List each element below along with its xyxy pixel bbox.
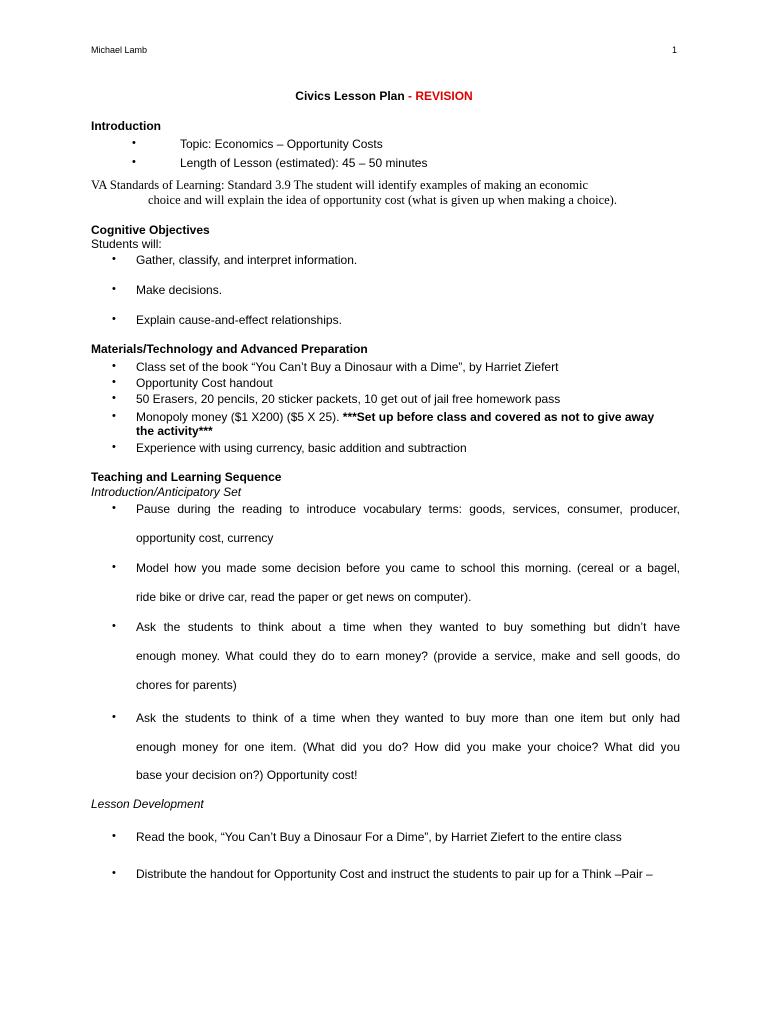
bullet-icon: •: [112, 867, 116, 879]
intro-item-text: Length of Lesson (estimated): 45 – 50 minutes: [180, 156, 428, 170]
intro-heading: Introduction: [91, 119, 161, 133]
cognitive-heading: Cognitive Objectives: [91, 223, 210, 237]
cognitive-item-text: Explain cause-and-effect relationships.: [136, 313, 342, 327]
bullet-icon: •: [112, 502, 116, 514]
intro-item-text: Topic: Economics – Opportunity Costs: [180, 137, 383, 151]
materials-item-text: Opportunity Cost handout: [136, 376, 273, 390]
monopoly-text: Monopoly money ($1 X200) ($5 X 25).: [136, 410, 343, 424]
teaching-item-cont: ride bike or drive car, read the paper or get news on computer).: [136, 590, 472, 604]
sol-line-2: choice and will explain the idea of opportunity cost (what is given up when making a choice).: [148, 193, 617, 207]
page-title: [0, 89, 768, 103]
materials-heading: Materials/Technology and Advanced Preparation: [91, 342, 368, 356]
bullet-icon: •: [112, 313, 116, 325]
bullet-icon: •: [112, 253, 116, 265]
cognitive-item: [112, 253, 680, 267]
intro-item: [132, 137, 680, 151]
bullet-icon: •: [112, 410, 116, 422]
teaching-item-cont: opportunity cost, currency: [136, 531, 274, 545]
teaching-heading: Teaching and Learning Sequence: [91, 470, 282, 484]
teaching-item-text: Ask the students to think about a time when they wanted to buy something but didn’t have: [136, 620, 680, 634]
teaching-item-cont: enough money. What could they do to earn money? (provide a service, make and sell goods, do: [136, 649, 680, 663]
bullet-icon: •: [112, 360, 116, 372]
materials-item: [112, 392, 680, 406]
bullet-icon: •: [112, 830, 116, 842]
cognitive-item: [112, 283, 680, 297]
sol-line-1: VA Standards of Learning: Standard 3.9 The student will identify examples of making an economic: [91, 178, 589, 192]
bullet-icon: •: [112, 376, 116, 388]
materials-item-text: [136, 410, 680, 424]
cognitive-item-text: Make decisions.: [136, 283, 223, 297]
teaching-item: [112, 561, 680, 575]
teaching-item-cont: base your decision on?) Opportunity cost!: [136, 768, 358, 782]
teaching-item-text: Pause during the reading to introduce vocabulary terms: goods, services, consumer, producer,: [136, 502, 680, 516]
cognitive-lead: Students will:: [91, 237, 162, 251]
teaching-item-cont: enough money for one item. (What did you do? How did you make your choice? What did you: [136, 740, 680, 754]
bullet-icon: •: [112, 711, 116, 723]
bullet-icon: •: [112, 283, 116, 295]
development-item: [112, 830, 680, 844]
bullet-icon: •: [132, 156, 136, 168]
monopoly-note: ***Set up before class and covered as not to give away: [342, 410, 655, 424]
bullet-icon: •: [112, 441, 116, 453]
title-separator: -: [404, 89, 416, 103]
teaching-item-text: Ask the students to think of a time when they wanted to buy more than one item but only had: [136, 711, 680, 725]
bullet-icon: •: [112, 561, 116, 573]
materials-item-text: 50 Erasers, 20 pencils, 20 sticker packets, 10 get out of jail free homework pass: [136, 392, 561, 406]
header-author: Michael Lamb: [91, 45, 148, 55]
monopoly-note-cont: the activity***: [136, 424, 213, 438]
materials-item: [112, 376, 680, 390]
development-item-text: Distribute the handout for Opportunity Cost and instruct the students to pair up for a Think –Pair –: [136, 867, 653, 881]
bullet-icon: •: [112, 392, 116, 404]
teaching-subheading: Introduction/Anticipatory Set: [91, 485, 242, 499]
intro-item: [132, 156, 680, 170]
teaching-item: [112, 502, 680, 516]
title-revision: REVISION: [415, 89, 473, 103]
cognitive-item: [112, 313, 680, 327]
development-heading: Lesson Development: [91, 797, 204, 811]
materials-item-text: Experience with using currency, basic addition and subtraction: [136, 441, 467, 455]
header-page-number: 1: [672, 45, 678, 55]
teaching-item: [112, 620, 680, 634]
title-main: Civics Lesson Plan: [295, 89, 405, 103]
materials-item: [112, 410, 680, 424]
materials-item: [112, 441, 680, 455]
materials-item-text: Class set of the book “You Can’t Buy a Dinosaur with a Dime”, by Harriet Ziefert: [136, 360, 559, 374]
teaching-item-cont: chores for parents): [136, 678, 237, 692]
teaching-item: [112, 711, 680, 725]
development-item-text: Read the book, “You Can’t Buy a Dinosaur For a Dime”, by Harriet Ziefert to the entire class: [136, 830, 622, 844]
development-item: [112, 867, 680, 881]
materials-item: [112, 360, 680, 374]
teaching-item-text: Model how you made some decision before you came to school this morning. (cereal or a bagel,: [136, 561, 680, 575]
bullet-icon: •: [132, 137, 136, 149]
bullet-icon: •: [112, 620, 116, 632]
cognitive-item-text: Gather, classify, and interpret information.: [136, 253, 358, 267]
